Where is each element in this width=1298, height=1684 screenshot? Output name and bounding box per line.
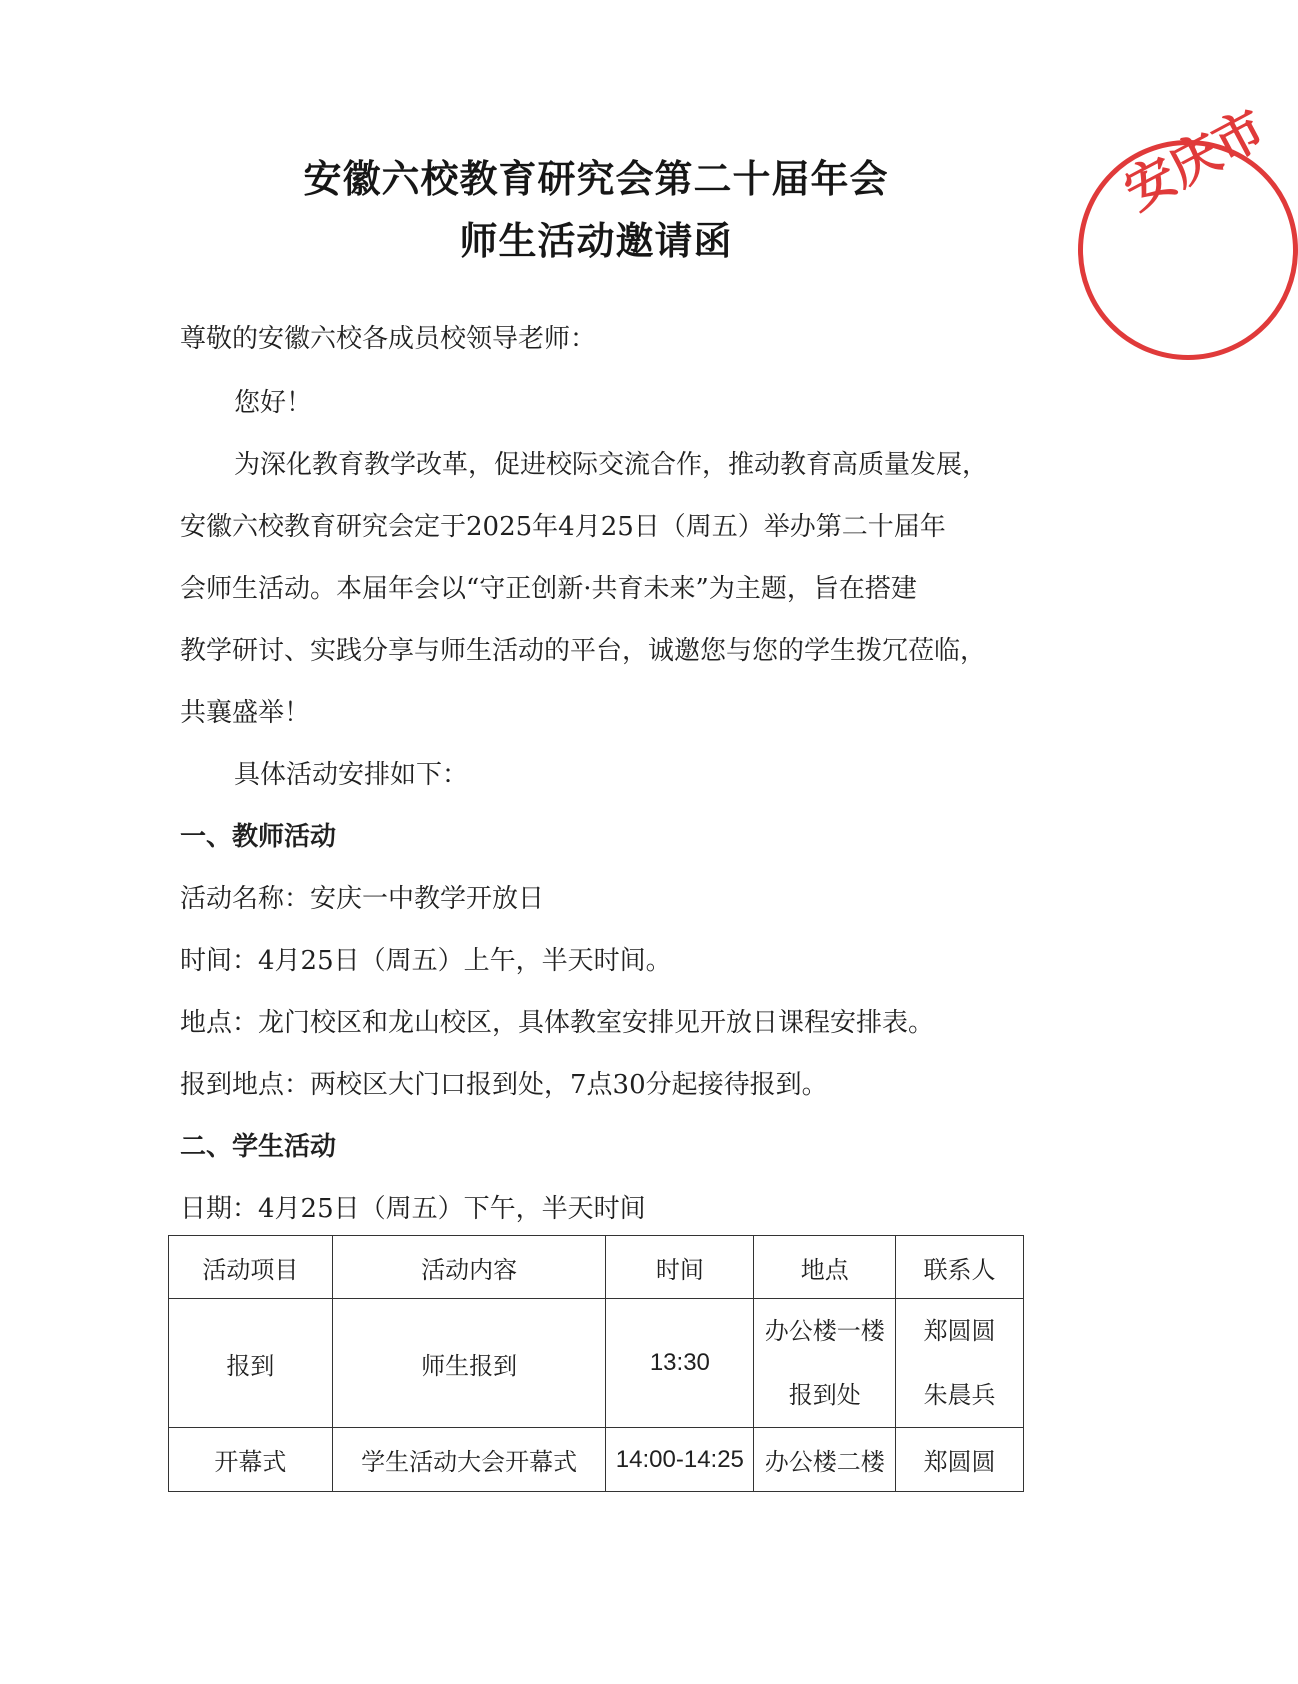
table-header: 地点: [754, 1236, 896, 1299]
intro-line-3: 会师生活动。本届年会以“守正创新·共育未来”为主题，旨在搭建: [180, 574, 917, 604]
intro-line-4: 教学研讨、实践分享与师生活动的平台，诚邀您与您的学生拨冗莅临，: [180, 636, 987, 666]
section-heading-teacher: 一、教师活动: [180, 822, 337, 852]
contact-line: 朱晨兵: [923, 1381, 996, 1409]
table-cell: 14:00-14:25: [606, 1428, 754, 1492]
intro-line-2: 安徽六校教育研究会定于2025年4月25日（周五）举办第二十届年: [180, 512, 946, 542]
salutation: 尊敬的安徽六校各成员校领导老师：: [180, 324, 597, 354]
teacher-activity-time: 时间：4月25日（周五）上午，半天时间。: [180, 946, 672, 976]
teacher-activity-checkin: 报到地点：两校区大门口报到处，7点30分起接待报到。: [180, 1070, 828, 1100]
intro-line-5: 共襄盛举！: [180, 698, 311, 728]
table-header: 联系人: [896, 1236, 1024, 1299]
contact-line: 郑圆圆: [923, 1317, 996, 1345]
schedule-table: [168, 1235, 1024, 1492]
greeting: 您好！: [234, 388, 313, 418]
table-cell: [754, 1299, 896, 1428]
table-header: 时间: [606, 1236, 754, 1299]
table-cell: 郑圆圆: [896, 1428, 1024, 1492]
page-subtitle: 师生活动邀请函: [459, 218, 733, 263]
teacher-activity-location: 地点：龙门校区和龙山校区，具体教室安排见开放日课程安排表。: [180, 1008, 935, 1038]
table-row: [169, 1299, 1024, 1428]
seal-text: 安庆市: [1114, 98, 1275, 221]
arrangement-intro: 具体活动安排如下：: [234, 760, 469, 790]
table-cell: 办公楼二楼: [754, 1428, 896, 1492]
place-line: 办公楼一楼: [764, 1317, 885, 1345]
table-header: 活动项目: [169, 1236, 333, 1299]
page-title: 安徽六校教育研究会第二十届年会: [303, 156, 889, 201]
teacher-activity-name: 活动名称：安庆一中教学开放日: [180, 884, 545, 914]
table-cell: 开幕式: [169, 1428, 333, 1492]
table-cell: 13:30: [606, 1299, 754, 1428]
table-cell: 报到: [169, 1299, 333, 1428]
table-cell: [896, 1299, 1024, 1428]
section-heading-student: 二、学生活动: [180, 1132, 337, 1162]
place-line: 报到处: [788, 1381, 861, 1409]
table-cell: 学生活动大会开幕式: [332, 1428, 606, 1492]
table-header-row: [169, 1236, 1024, 1299]
student-activity-date: 日期：4月25日（周五）下午，半天时间: [180, 1194, 646, 1224]
intro-line-1: 为深化教育教学改革，促进校际交流合作，推动教育高质量发展，: [234, 450, 989, 480]
table-row: [169, 1428, 1024, 1492]
table-cell: 师生报到: [332, 1299, 606, 1428]
table-header: 活动内容: [332, 1236, 606, 1299]
